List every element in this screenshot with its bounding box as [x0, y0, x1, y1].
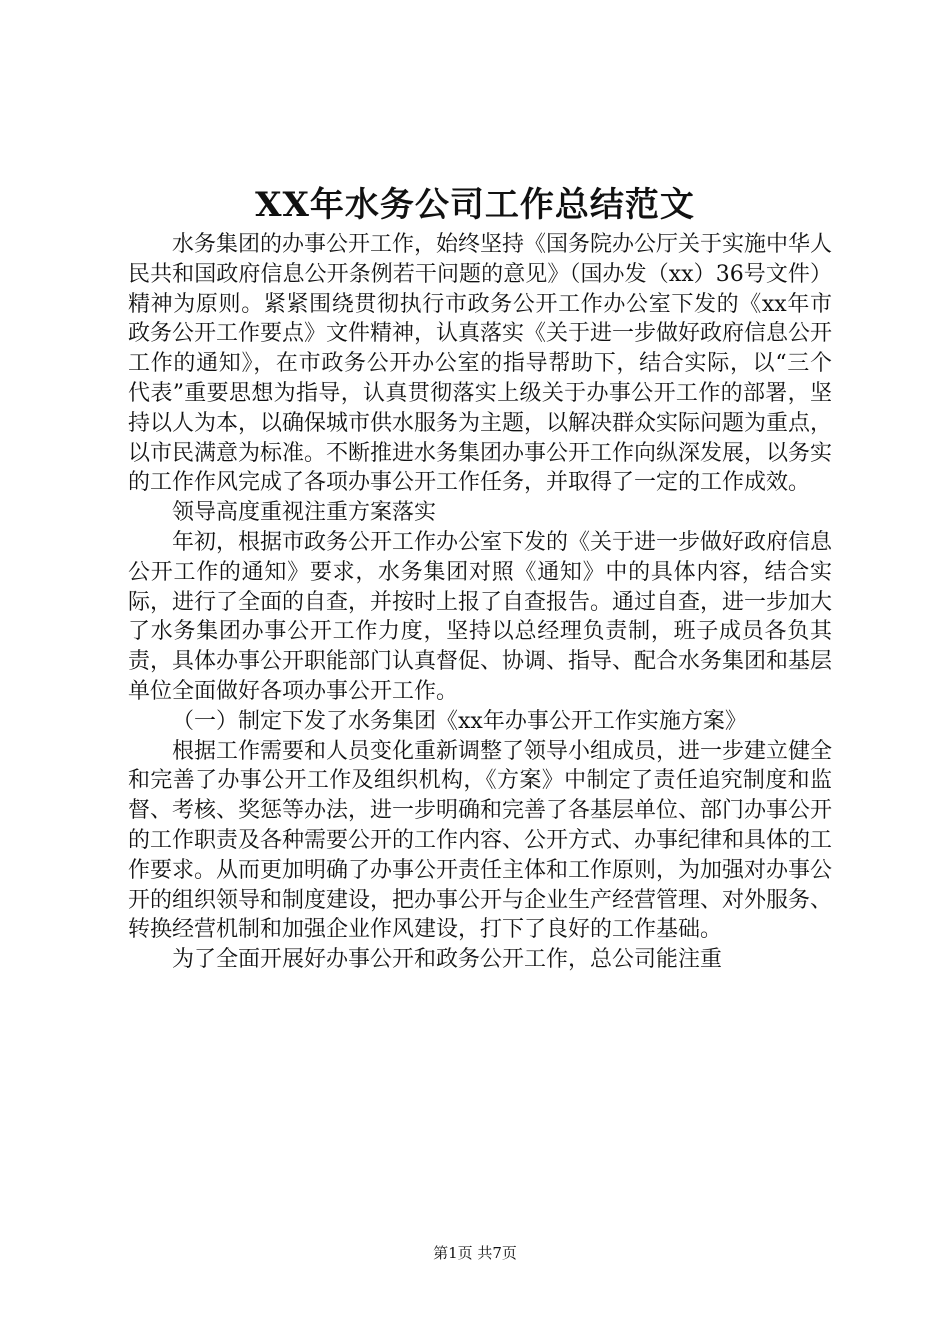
document-body	[128, 230, 832, 975]
document-title: XX年水务公司工作总结范文	[255, 185, 695, 225]
paragraph-self-check: 年初，根据市政务公开工作办公室下发的《关于进一步做好政府信息公开工作的通知》要求，水务集团对照《通知》中的具体内容，结合实际，进行了全面的自查，并按时上报了自查报告。通过自查，进一步加大了水务集团办事公开工作力度，坚持以总经理负责制，班子成员各负其责，具体办事公开职能部门认真督促、协调、指导、配合水务集团和基层单位全面做好各项办事公开工作。	[128, 529, 833, 704]
section-heading: 领导高度重视注重方案落实	[172, 500, 437, 526]
subsection-heading: （一）制定下发了水务集团《xx年办事公开工作实施方案》	[172, 708, 747, 734]
page-footer: 第1页 共7页	[433, 1244, 517, 1262]
paragraph-intro: 水务集团的办事公开工作，始终坚持《国务院办公厅关于实施中华人民共和国政府信息公开条例若干问题的意见》（国办发（xx）36号文件）精神为原则。紧紧围绕贯彻执行市政务公开工作办公室下发的《xx年市政务公开工作要点》文件精神，认真落实《关于进一步做好政府信息公开工作的通知》，在市政务公开办公室的指导帮助下，结合实际，以“三个代表”重要思想为指导，认真贯彻落实上级关于办事公开工作的部署，坚持以人为本，以确保城市供水服务为主题，以解决群众实际问题为重点，以市民满意为标准。不断推进水务集团办事公开工作向纵深发展，以务实的工作作风完成了各项办事公开工作任务，并取得了一定的工作成效。	[128, 232, 833, 496]
paragraph-plan: 根据工作需要和人员变化重新调整了领导小组成员，进一步建立健全和完善了办事公开工作及组织机构，《方案》中制定了责任追究制度和监督、考核、奖惩等办法，进一步明确和完善了各基层单位、部门办事公开的工作职责及各种需要公开的工作内容、公开方式、办事纪律和具体的工作要求。从而更加明确了办事公开责任主体和工作原则，为加强对办事公开的组织领导和制度建设，把办事公开与企业生产经营管理、对外服务、转换经营机制和加强企业作风建设，打下了良好的工作基础。	[128, 738, 833, 943]
paragraph-continued: 为了全面开展好办事公开和政务公开工作，总公司能注重	[172, 947, 723, 973]
